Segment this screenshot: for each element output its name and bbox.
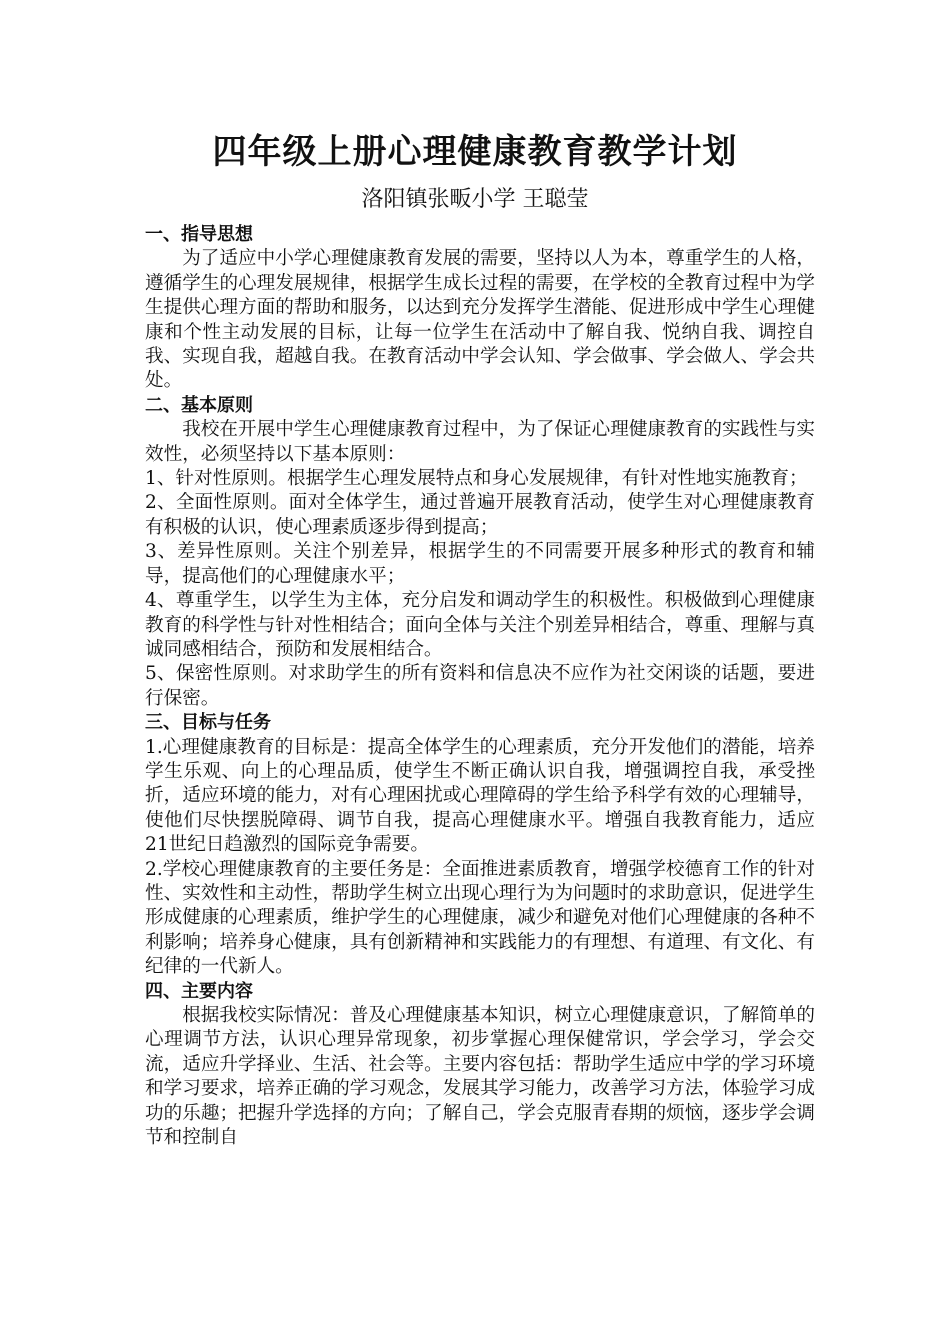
paragraph: 为了适应中小学心理健康教育发展的需要，坚持以人为本，尊重学生的人格，遵循学生的心理发展规律，根据学生成长过程的需要，在学校的全教育过程中为学生提供心理方面的帮助和服务，以达到充分发挥学生潜能、促进形成中学生心理健康和个性主动发展的目标，让每一位学生在活动中了解自我、悦纳自我、调控自我、实现自我，超越自我。在教育活动中学会认知、学会做事、学会做人、学会共处。 <box>145 248 815 392</box>
list-item: 2、全面性原则。面对全体学生，通过普遍开展教育活动，使学生对心理健康教育有积极的认识，使心理素质逐步得到提高； <box>145 492 815 538</box>
section-heading: 一、指导思想 <box>145 224 253 245</box>
list-item: 1、针对性原则。根据学生心理发展特点和身心发展规律，有针对性地实施教育； <box>145 468 808 490</box>
list-item: 3、差异性原则。关注个别差异，根据学生的不同需要开展多种形式的教育和辅导，提高他们的心理健康水平； <box>145 541 815 587</box>
section-heading: 三、目标与任务 <box>145 712 271 734</box>
document-author: 洛阳镇张畈小学 王聪莹 <box>361 187 589 212</box>
list-item: 4、尊重学生，以学生为主体，充分启发和调动学生的积极性。积极做到心理健康教育的科学性与针对性相结合；面向全体与关注个别差异相结合，尊重、理解与真诚同感相结合，预防和发展相结合。 <box>145 590 815 660</box>
document-body <box>145 223 815 1150</box>
document-title: 四年级上册心理健康教育教学计划 <box>212 132 738 172</box>
list-item: 1.心理健康教育的目标是：提高全体学生的心理素质，充分开发他们的潜能，培养学生乐观、向上的心理品质，使学生不断正确认识自我，增强调控自我，承受挫折，适应环境的能力，对有心理困扰或心理障碍的学生给予科学有效的心理辅导，使他们尽快摆脱障碍、调节自我，提高心理健康水平。增强自我教育能力，适应21世纪日趋激烈的国际竞争需要。 <box>145 736 815 856</box>
list-item: 5、保密性原则。对求助学生的所有资料和信息决不应作为社交闲谈的话题，要进行保密。 <box>145 663 815 709</box>
paragraph: 根据我校实际情况：普及心理健康基本知识，树立心理健康意识，了解简单的心理调节方法，认识心理异常现象，初步掌握心理保健常识，学会学习，学会交流，适应升学择业、生活、社会等。主要内容包括：帮助学生适应中学的学习环境和学习要求，培养正确的学习观念，发展其学习能力，改善学习方法，体验学习成功的乐趣；把握升学选择的方向；了解自己，学会克服青春期的烦恼，逐步学会调节和控制自 <box>145 1005 815 1149</box>
section-heading: 四、主要内容 <box>145 980 253 1002</box>
section-heading: 二、基本原则 <box>145 394 253 416</box>
paragraph: 我校在开展中学生心理健康教育过程中，为了保证心理健康教育的实践性与实效性，必须坚持以下基本原则： <box>145 419 815 465</box>
list-item: 2.学校心理健康教育的主要任务是：全面推进素质教育，增强学校德育工作的针对性、实效性和主动性，帮助学生树立出现心理行为为问题时的求助意识，促进学生形成健康的心理素质，维护学生的心理健康，减少和避免对他们心理健康的各种不利影响；培养身心健康，具有创新精神和实践能力的有理想、有道理、有文化、有纪律的一代新人。 <box>145 858 815 978</box>
